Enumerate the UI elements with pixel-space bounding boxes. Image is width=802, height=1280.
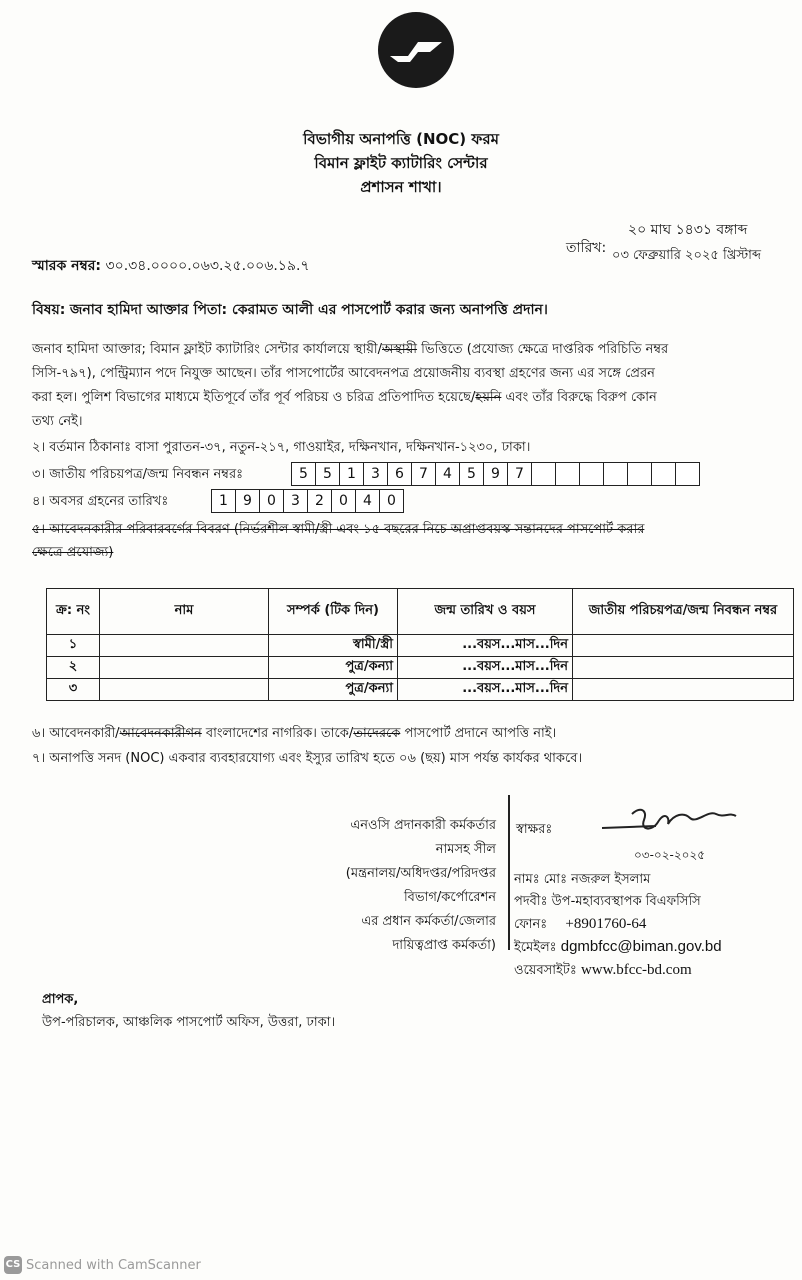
item-2-address: ২। বর্তমান ঠিকানাঃ বাসা পুরাতন-৩৭, নতুন-২১৭, গাওয়াইর, দক্ষিনখান, দক্ষিনখান-১২৩০, ঢাকা। [32,440,531,455]
family-table [46,588,794,701]
row-nid [573,657,794,679]
digit-box: 4 [355,489,380,513]
body-line-3 [32,388,657,409]
digit-box [675,462,700,486]
struck-text: হয়নি [475,390,502,405]
nid-digit-boxes [292,462,700,486]
digit-box: 9 [235,489,260,513]
officer-note-line: এর প্রধান কর্মকর্তা/জেলার [361,914,496,929]
digit-box: 9 [483,462,508,486]
biman-logo-icon [378,12,454,88]
header-line-3: প্রশাসন শাখা। [360,178,442,196]
header-line-1: বিভাগীয় অনাপত্তি (NOC) ফরম [303,130,499,148]
col-nid: জাতীয় পরিচয়পত্র/জন্ম নিবন্ধন নম্বর [573,589,794,635]
body-text: জনাব হামিদা আক্তার; বিমান ফ্লাইট ক্যাটারিং সেন্টার কার্যালয়ে স্থায়ী/ [32,342,383,357]
digit-box: 0 [331,489,356,513]
body-line-2: সিসি-৭৯৭), পেন্ট্রিম্যান পদে নিযুক্ত আছেন। তাঁর পাসপোর্টের আবেদনপত্র প্রয়োজনীয় ব্যবস্থা গ্রহণের জন্য এর সঙ্গে প্রেরন [32,366,655,381]
table-row [47,679,794,701]
body-line-1 [32,340,668,361]
row-name [100,657,269,679]
digit-box: 2 [307,489,332,513]
digit-box: 7 [411,462,436,486]
row-name [100,679,269,701]
body-text: করা হল। পুলিশ বিভাগের মাধ্যমে ইতিপূর্বে তাঁর পূর্ব পরিচয় ও চরিত্র প্রতিপাদিত হয়েছে/ [32,390,476,405]
row-relation: পুত্র/কন্যা [269,679,398,701]
body-text: বাংলাদেশের নাগরিক। তাকে/ [201,726,354,741]
email-row [514,938,722,959]
digit-box: 6 [387,462,412,486]
item-3-label: ৩। জাতীয় পরিচয়পত্র/জন্ম নিবন্ধন নম্বরঃ [32,467,244,482]
item-5-line-1: ৫। আবেদনকারীর পরিবারবর্গের বিবরণ (নির্ভরশীল স্বামী/স্ত্রী এবং ১৫ বছরের নিচে অপ্রাপ্তবয়স্ক সন্তানদের পাসপোর্ট করার [32,522,645,537]
table-row [47,657,794,679]
row-age: ...বয়স...মাস...দিন [398,635,573,657]
website-row [514,961,692,982]
date-gregorian: ০৩ ফেব্রুয়ারি ২০২৫ খ্রিস্টাব্দ [612,248,762,263]
col-serial: ক্র: নং [47,589,100,635]
recipient-label: প্রাপক, [42,992,79,1007]
signature-icon [600,800,740,840]
row-name [100,635,269,657]
digit-box: 0 [259,489,284,513]
officer-note-line: দায়িত্বপ্রাপ্ত কর্মকর্তা) [392,938,496,953]
email-label: ইমেইলঃ [514,940,557,955]
subject-label: বিষয়: [32,302,66,318]
signatory-designation: পদবীঃ উপ-মহাব্যবস্থাপক বিএফসিসি [514,894,701,909]
digit-box: 1 [211,489,236,513]
phone-value: +8901760-64 [565,916,647,932]
table-row [47,635,794,657]
row-nid [573,635,794,657]
signature-label: স্বাক্ষরঃ [516,822,553,837]
header-line-2: বিমান ফ্লাইট ক্যাটারিং সেন্টার [314,154,488,172]
row-nid [573,679,794,701]
row-age: ...বয়স...মাস...দিন [398,679,573,701]
digit-box: 5 [315,462,340,486]
body-text: ভিত্তিতে (প্রযোজ্য ক্ষেত্রে দাপ্তরিক পরিচিতি নম্বর [417,342,669,357]
officer-note-line: নামসহ সীল [435,842,496,857]
struck-text: অস্থায়ী [382,342,418,357]
digit-box [603,462,628,486]
subject-text: জনাব হামিদা আক্তার পিতা: কেরামত আলী এর পাসপোর্ট করার জন্য অনাপত্তি প্রদান। [69,302,548,318]
digit-box: 0 [379,489,404,513]
officer-note-line: (মন্ত্রনালয়/অধিদপ্তর/পরিদপ্তর [345,866,496,881]
digit-box: 3 [363,462,388,486]
col-relation: সম্পর্ক (টিক দিন) [269,589,398,635]
row-serial: ২ [47,657,100,679]
website-value: www.bfcc-bd.com [580,962,692,978]
struck-text: আবেদনকারীগন [119,726,202,741]
digit-box: 5 [459,462,484,486]
handwritten-signature [600,800,740,844]
item-4-label: ৪। অবসর গ্রহনের তারিখঃ [32,494,169,509]
signature-date: ০৩-০২-২০২৫ [634,848,706,862]
officer-note [346,814,496,958]
scanner-text: Scanned with CamScanner [26,1257,201,1273]
date-label: তারিখ: [566,240,607,256]
digit-box: 3 [283,489,308,513]
officer-note-line: বিভাগ/কর্পোরেশন [403,890,496,905]
table-header-row [47,589,794,635]
website-label: ওয়েবসাইটঃ [514,963,577,978]
row-relation: স্বামী/স্ত্রী [269,635,398,657]
body-text: পাসপোর্ট প্রদানে আপত্তি নাই। [400,726,557,741]
camscanner-icon: CS [4,1256,22,1274]
row-serial: ৩ [47,679,100,701]
biman-logo [378,12,454,88]
body-text: ৬। আবেদনকারী/ [32,726,120,741]
phone-label: ফোনঃ [514,917,548,932]
signatory-name: নামঃ মোঃ নজরুল ইসলাম [514,872,651,887]
digit-box [531,462,556,486]
body-text: এবং তাঁর বিরুদ্ধে বিরুপ কোন [501,390,657,405]
digit-box: 4 [435,462,460,486]
digit-box [579,462,604,486]
digit-box: 7 [507,462,532,486]
digit-box [651,462,676,486]
row-relation: পুত্র/কন্যা [269,657,398,679]
col-dob-age: জন্ম তারিখ ও বয়স [398,589,573,635]
officer-note-line: এনওসি প্রদানকারী কর্মকর্তার [350,818,496,833]
item-6 [32,724,556,745]
memo-value: ৩০.৩৪.০০০০.০৬৩.২৫.০০৬.১৯.৭ [105,258,310,274]
digit-box [627,462,652,486]
retirement-date-boxes [212,489,404,513]
row-serial: ১ [47,635,100,657]
body-line-4: তথ্য নেই। [32,414,83,429]
digit-box: 5 [291,462,316,486]
memo-label: স্মারক নম্বর: [32,258,102,274]
struck-text: তাদেরকে [353,726,401,741]
recipient-text: উপ-পরিচালক, আঞ্চলিক পাসপোর্ট অফিস, উত্তরা, ঢাকা। [42,1015,336,1030]
item-5-line-2: ক্ষেত্রে প্রযোজ্য) [32,545,114,560]
item-7: ৭। অনাপত্তি সনদ (NOC) একবার ব্যবহারযোগ্য এবং ইস্যুর তারিখ হতে ০৬ (ছয়) মাস পর্যন্ত কার্যকর থাকবে। [32,751,583,766]
phone-row [514,915,646,936]
digit-box [555,462,580,486]
col-name: নাম [100,589,269,635]
divider-vertical [508,795,510,950]
scanner-watermark [4,1256,201,1274]
date-bengali: ২০ মাঘ ১৪৩১ বঙ্গাব্দ [628,222,748,238]
email-value: dgmbfcc@biman.gov.bd [560,938,722,955]
row-age: ...বয়স...মাস...দিন [398,657,573,679]
digit-box: 1 [339,462,364,486]
